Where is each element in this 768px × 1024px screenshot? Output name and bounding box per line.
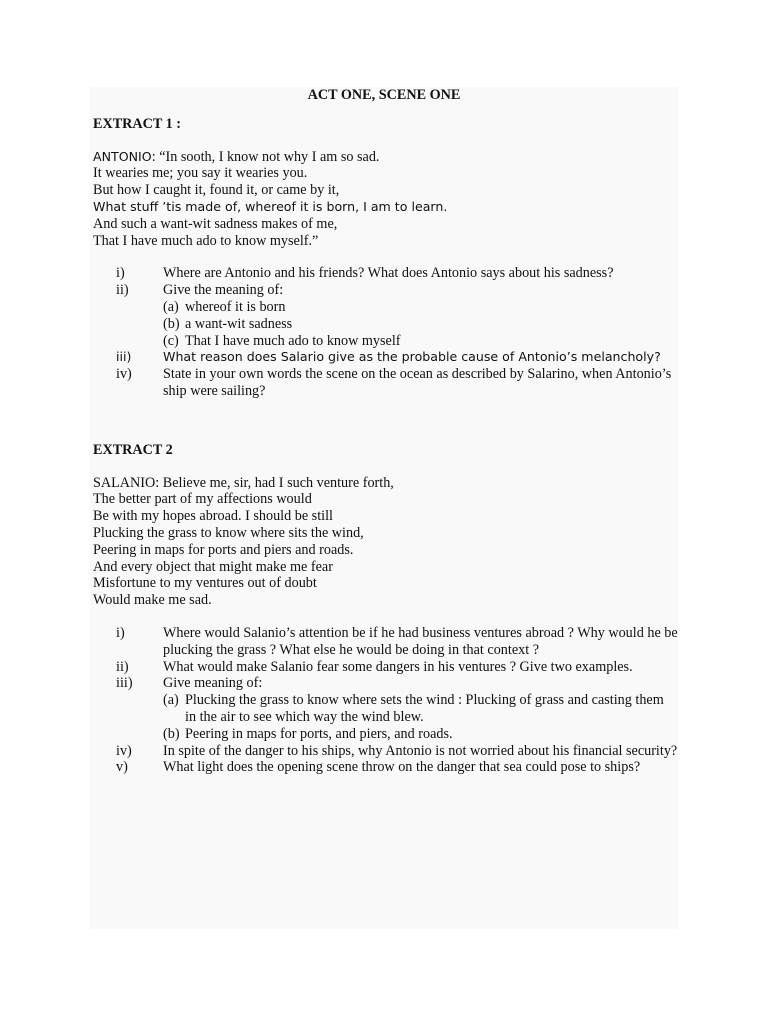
passage-line: And such a want-wit sadness makes of me, — [93, 215, 338, 232]
passage-line: That I have much ado to know myself.” — [93, 232, 319, 249]
document-content — [93, 87, 678, 776]
question-item: iv) State in your own words the scene on the ocean as described by Salarino, when Antonio’s ship were sailing? — [116, 366, 672, 399]
passage-line: What stuff ’tis made of, whereof it is born, I am to learn. — [93, 198, 448, 214]
question-item: i) Where are Antonio and his friends? What does Antonio says about his sadness? — [116, 265, 614, 282]
sub-question: (b) a want-wit sadness — [163, 315, 293, 332]
passage-line: ANTONIO: “In sooth, I know not why I am so sad. — [93, 148, 380, 165]
passage-line: Be with my hopes abroad. I should be still — [93, 508, 333, 525]
passage-line: SALANIO: Believe me, sir, had I such venture forth, — [93, 474, 394, 491]
question-item: iii) What reason does Salario give as the probable cause of Antonio’s melancholy? — [116, 349, 661, 365]
question-item: iv) In spite of the danger to his ships, why Antonio is not worried about his financial security? — [116, 742, 678, 759]
sub-question: (a) Plucking the grass to know where sets the wind : Plucking of grass and casting them in the air to see which way the wind blew. — [163, 692, 664, 725]
speaker-name: ANTONIO — [93, 148, 152, 164]
sub-question: (b) Peering in maps for ports, and piers, and roads. — [163, 725, 453, 742]
passage-line: And every object that might make me fear — [93, 558, 333, 575]
question-item: v) What light does the opening scene throw on the danger that sea could pose to ships? — [116, 759, 641, 776]
extract-2-heading: EXTRACT 2 — [93, 441, 173, 458]
sub-question: (a) whereof it is born — [163, 298, 286, 315]
passage-line: The better part of my affections would — [93, 491, 312, 508]
extract-1-heading: EXTRACT 1 : — [93, 115, 182, 132]
passage-line: But how I caught it, found it, or came by it, — [93, 182, 340, 199]
question-item: iii) Give meaning of: — [116, 675, 263, 692]
extract-1-passage — [93, 149, 678, 250]
passage-line: Would make me sad. — [93, 592, 212, 609]
page-title: ACT ONE, SCENE ONE — [307, 87, 461, 103]
question-item: ii) What would make Salanio fear some dangers in his ventures ? Give two examples. — [116, 658, 633, 675]
passage-line: Plucking the grass to know where sits the wind, — [93, 524, 364, 541]
extract-2-questions — [93, 625, 678, 776]
speaker-name: SALANIO — [93, 474, 156, 491]
extract-1-questions — [93, 265, 678, 399]
question-item: ii) Give the meaning of: — [116, 282, 284, 299]
sub-question: (c) That I have much ado to know myself — [163, 332, 401, 349]
extract-2-passage — [93, 475, 678, 609]
passage-line: Peering in maps for ports and piers and roads. — [93, 541, 354, 558]
passage-line: It wearies me; you say it wearies you. — [93, 165, 308, 182]
question-item: i) Where would Salanio’s attention be if he had business ventures abroad ? Why would he be plucking the grass ? What else he would be doing in that context ? — [116, 624, 678, 658]
passage-line: Misfortune to my ventures out of doubt — [93, 575, 317, 592]
